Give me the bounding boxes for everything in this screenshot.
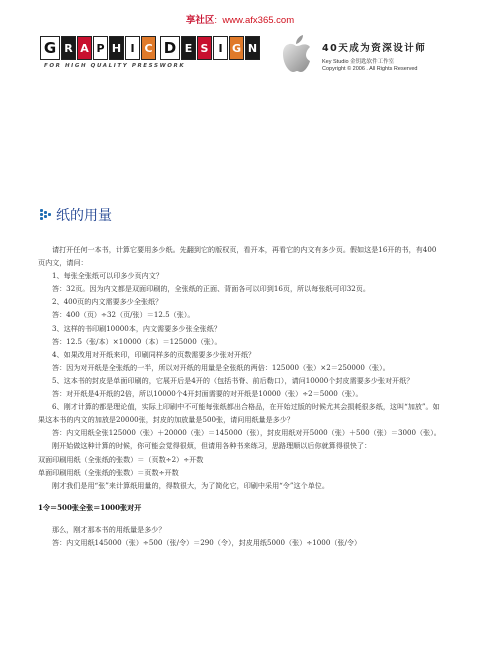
logo-letter-tile: C (141, 36, 156, 60)
body-paragraph: 答：内文用纸145000（张）÷500（张/令）＝290（令），封皮用纸5000（张）÷1000（张/令） (52, 537, 362, 547)
body-paragraph: 请打开任何一本书，计算它要用多少纸。先翻到它的版权页，看开本，再看它的内文有多少页。假如这是16开的书，有400页内文，请问： (38, 245, 437, 268)
logo-letter-tile: N (245, 36, 260, 60)
logo-letter-tile: E (181, 36, 196, 60)
logo-tagline: FOR HIGH QUALITY PRESSWORK (44, 63, 186, 69)
logo-letter-tile: G (40, 36, 60, 60)
copyright-notice: Copyright © 2006 . All Rights Reserved (322, 66, 418, 72)
graphic-design-logo (40, 36, 261, 60)
body-paragraph: 那么，刚才那本书的用纸量是多少？ (52, 524, 166, 534)
section-title: 纸的用量 (56, 208, 112, 224)
studio-credit: Key Studio 金钥匙软件工作室 (322, 59, 395, 65)
logo-letter-tile: R (61, 36, 76, 60)
logo-letter-tile: I (213, 36, 228, 60)
site-url[interactable]: www.afx365.com (222, 15, 295, 26)
body-paragraph: 双面印刷用纸（全张纸的张数）＝（页数÷2）÷开数 (38, 454, 204, 464)
header-separator: : (214, 15, 218, 26)
body-paragraph: 答：32页。因为内文都是双面印刷的，全张纸的正面、背面各可以印到16页，所以每张纸可印32页。 (52, 284, 370, 294)
site-logo-brand: 享社区 (185, 15, 215, 26)
book-title: 40天成为资深设计师 (322, 43, 427, 54)
body-paragraph: 1、每张全张纸可以印多少页内文？ (52, 271, 163, 281)
logo-letter-tile: H (109, 36, 124, 60)
body-paragraph: 答：12.5（张/本）×10000（本）＝125000（张）。 (52, 336, 222, 346)
logo-letter-tile: S (197, 36, 212, 60)
section-heading (40, 205, 112, 225)
body-paragraph: 答：因为对开纸是全张纸的一半，所以对开纸的用量是全张纸的两倍：125000（张）×2＝250000（张）。 (52, 362, 390, 372)
logo-letter-tile: I (125, 36, 140, 60)
bullet-dots-icon (40, 209, 50, 221)
formula-line: 1令＝500张全张＝1000张对开 (38, 502, 142, 512)
site-header-link[interactable] (0, 12, 480, 26)
body-paragraph: 单面印刷用纸（全张纸的张数）＝页数÷开数 (38, 467, 179, 477)
apple-logo-icon (281, 34, 311, 74)
body-paragraph: 3、这样的书印刷10000本，内文需要多少张全张纸？ (52, 323, 221, 333)
body-paragraph: 5、这本书的封皮是单面印刷的，它展开后是4开的（包括书脊、前后勒口），请问10000个封皮需要多少张对开纸？ (52, 375, 414, 385)
logo-letter-tile: P (93, 36, 108, 60)
body-paragraph: 刚开始做这种计算的时候，你可能会觉得很烦，但请用各种书来练习，思路理顺以后你就算得很快了： (52, 441, 372, 451)
body-paragraph: 答：400（页）÷32（页/张）＝12.5（张）。 (52, 310, 195, 320)
body-paragraph: 刚才我们是用“张”来计算纸用量的，得数很大，为了简化它，印刷中采用“令”这个单位。 (52, 480, 329, 490)
body-paragraph: 2、400页的内文需要多少全张纸？ (52, 297, 163, 307)
body-paragraph: 答：对开纸是4开纸的2倍，所以10000个4开封面需要的对开纸是10000（张）÷2＝5000（张）。 (52, 389, 363, 399)
logo-letter-tile: D (160, 36, 180, 60)
body-paragraph: 6、刚才计算的都是理论值，实际上印刷中不可能每张纸都出合格品，在开始过版的时候尤其会损耗很多纸，这叫“加放”。如果这本书的内文的加放是20000张，封皮的加放量是500张，请问用纸量是多少？ (38, 402, 440, 425)
body-paragraph: 4、如果改用对开纸来印，印刷同样多的页数需要多少张对开纸？ (52, 349, 256, 359)
logo-letter-tile: G (229, 36, 244, 60)
article-body (38, 243, 442, 549)
body-paragraph: 答：内文用纸全张125000（张）＋20000（张）＝145000（张），封皮用纸对开5000（张）＋500（张）＝3000（张）。 (52, 428, 441, 438)
logo-letter-tile: A (77, 36, 92, 60)
